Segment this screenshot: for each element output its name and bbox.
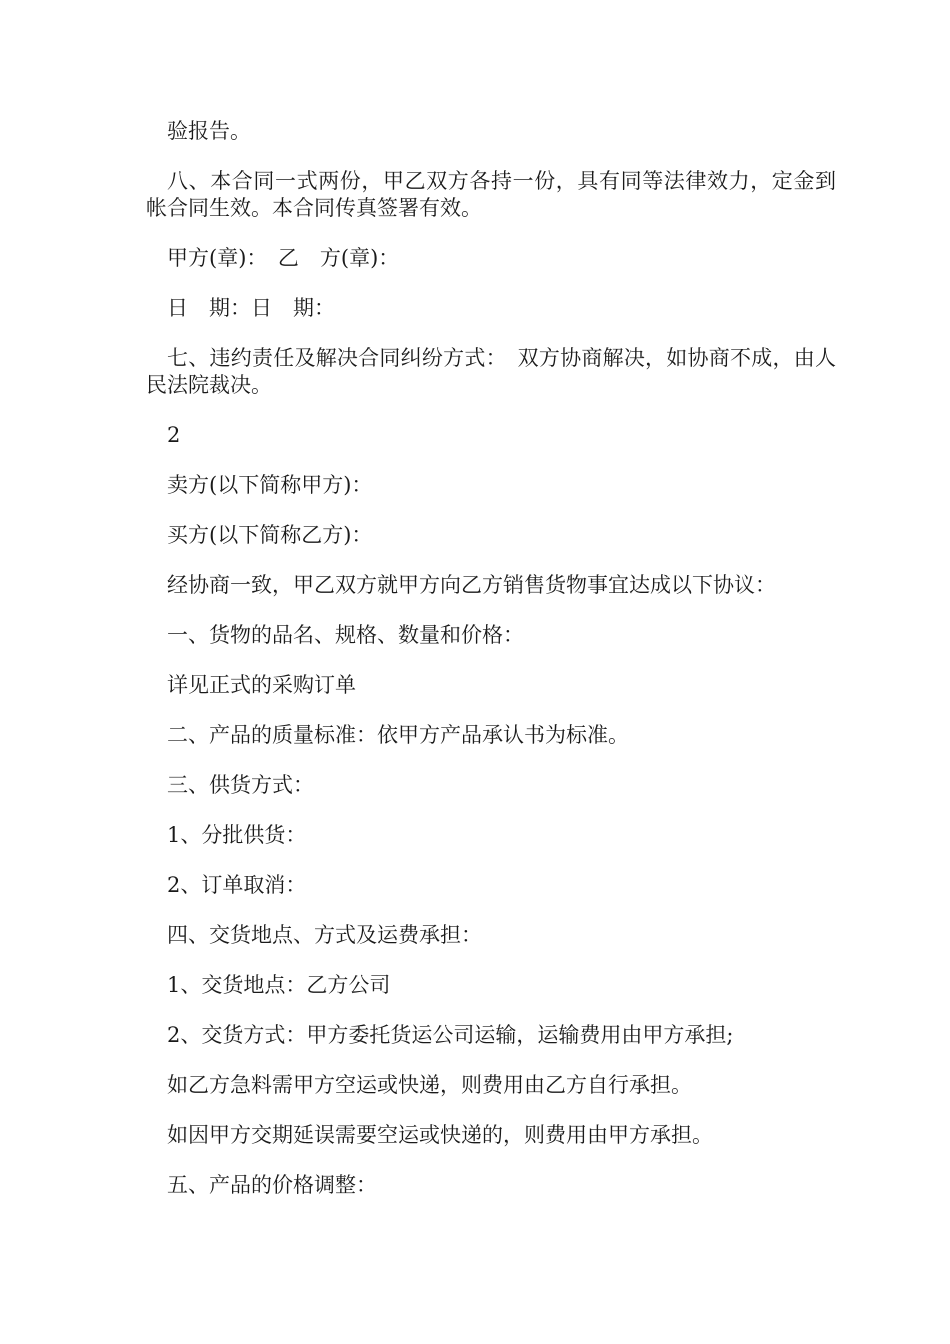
paragraph-order-cancel: 2、订单取消： [167,873,307,897]
paragraph-date-line: 日 期：日 期： [167,296,335,320]
paragraph-delivery-method: 2、交货方式：甲方委托货运公司运输，运输费用由甲方承担; [167,1023,734,1047]
paragraph-seal-line: 甲方(章)： 乙 方(章)： [167,246,400,270]
paragraph-seller: 卖方(以下简称甲方)： [167,473,373,497]
paragraph-clause-one: 一、货物的品名、规格、数量和价格： [167,623,524,647]
section-number: 2 [167,423,181,447]
paragraph-buyer-urgent: 如乙方急料需甲方空运或快递，则费用由乙方自行承担。 [167,1073,692,1097]
paragraph-batch-supply: 1、分批供货： [167,823,307,847]
paragraph-buyer: 买方(以下简称乙方)： [167,523,373,547]
paragraph-purchase-order: 详见正式的采购订单 [167,673,356,697]
paragraph-clause-two: 二、产品的质量标准：依甲方产品承认书为标准。 [167,723,629,747]
paragraph-agreement-intro: 经协商一致，甲乙双方就甲方向乙方销售货物事宜达成以下协议： [167,573,776,597]
paragraph-inspection-report: 验报告。 [167,119,251,143]
paragraph-delivery-place: 1、交货地点：乙方公司 [167,973,391,997]
paragraph-clause-seven: 七、违约责任及解决合同纠纷方式： 双方协商解决，如协商不成，由人民法院裁决。 [146,346,836,397]
paragraph-clause-three: 三、供货方式： [167,773,314,797]
paragraph-seller-delay: 如因甲方交期延误需要空运或快递的，则费用由甲方承担。 [167,1123,713,1147]
paragraph-clause-eight: 八、本合同一式两份，甲乙双方各持一份，具有同等法律效力，定金到帐合同生效。本合同传真签署有效。 [146,169,836,220]
document-body [146,118,836,1199]
paragraph-clause-four: 四、交货地点、方式及运费承担： [167,923,482,947]
paragraph-clause-five: 五、产品的价格调整： [167,1173,377,1197]
